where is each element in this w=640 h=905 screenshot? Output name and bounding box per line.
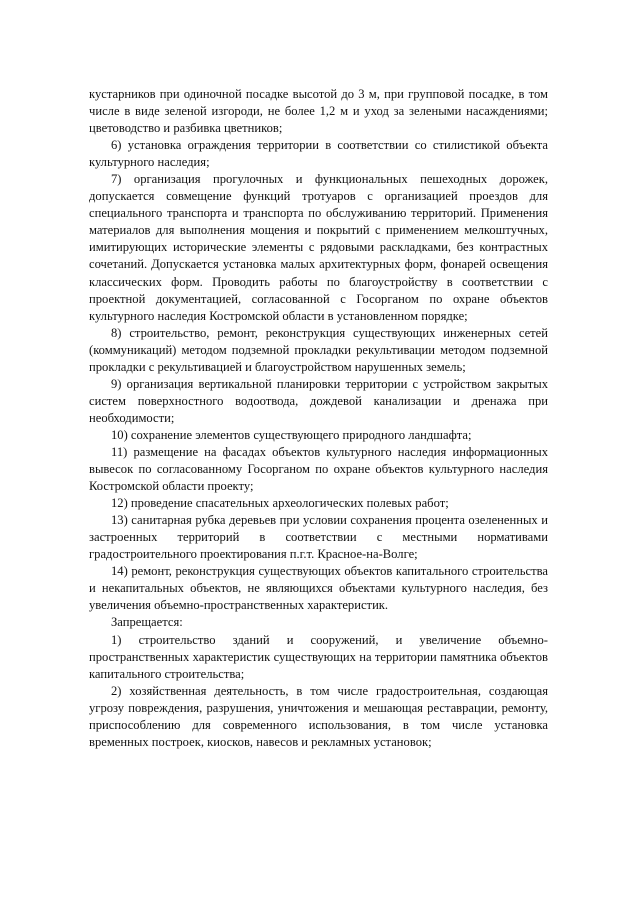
paragraph-continuation: кустарников при одиночной посадке высотой до 3 м, при групповой посадке, в том числе в виде зеленой изгороди, не более 1,2 м и уход за зелеными насаждениями; цветоводство и разбивка цветников; — [89, 87, 548, 136]
paragraph-item-11: 11) размещение на фасадах объектов культурного наследия информационных вывесок по согласованному Госорганом по охране объектов культурного наследия Костромской области проекту; — [89, 444, 548, 494]
paragraph-item-14: 14) ремонт, реконструкция существующих объектов капитального строительства и некапитальных объектов, не являющихся объектами культурного наследия, без увеличения объемно-пространственных характеристик. — [89, 564, 548, 613]
paragraph-item-12: 12) проведение спасательных археологических полевых работ; — [111, 496, 449, 511]
prohibited-item-1: 1) строительство зданий и сооружений, и увеличение объемно-пространственных характеристик существующих на территории памятника объектов капитального строительства; — [89, 632, 548, 681]
prohibited-heading: Запрещается: — [111, 615, 183, 630]
paragraph-item-8: 8) строительство, ремонт, реконструкция существующих инженерных сетей (коммуникаций) методом подземной прокладки рекультивации методом подземной прокладки с рекультивацией и благоустройством нарушенных земель; — [89, 325, 548, 374]
paragraph-item-10: 10) сохранение элементов существующего природного ландшафта; — [111, 427, 472, 442]
paragraph-item-13: 13) санитарная рубка деревьев при условии сохранения процента озелененных и застроенных территорий в соответствии с местными нормативами градостроительного проектирования п.г.т. Красное-на-Волге; — [89, 513, 548, 562]
paragraph-item-6: 6) установка ограждения территории в соответствии со стилистикой объекта культурного наследия; — [89, 138, 548, 170]
prohibited-item-2: 2) хозяйственная деятельность, в том числе градостроительная, создающая угрозу повреждения, разрушения, уничтожения и мешающая реставрации, ремонту, приспособлению для современного использования, в том числе установка временных построек, киосков, навесов и рекламных установок; — [89, 683, 548, 749]
document-body — [89, 86, 548, 751]
paragraph-item-9: 9) организация вертикальной планировки территории с устройством закрытых систем поверхностного водоотвода, дождевой канализации и дренажа при необходимости; — [89, 376, 548, 425]
paragraph-item-7: 7) организация прогулочных и функциональных пешеходных дорожек, допускается совмещение функций тротуаров с организацией проездов для специального транспорта и транспорта по обслуживанию территорий. Применения материалов для выполнения мощения и покрытий с применением мелкоштучных, имитирующих исторические элементы с рядовыми раскладками, без контрастных сочетаний. Допускается установка малых архитектурных форм, фонарей освещения классических форм. Проводить работы по благоустройству в соответствии с проектной документацией, согласованной с Госорганом по охране объектов культурного наследия Костромской области в установленном порядке; — [89, 172, 548, 323]
